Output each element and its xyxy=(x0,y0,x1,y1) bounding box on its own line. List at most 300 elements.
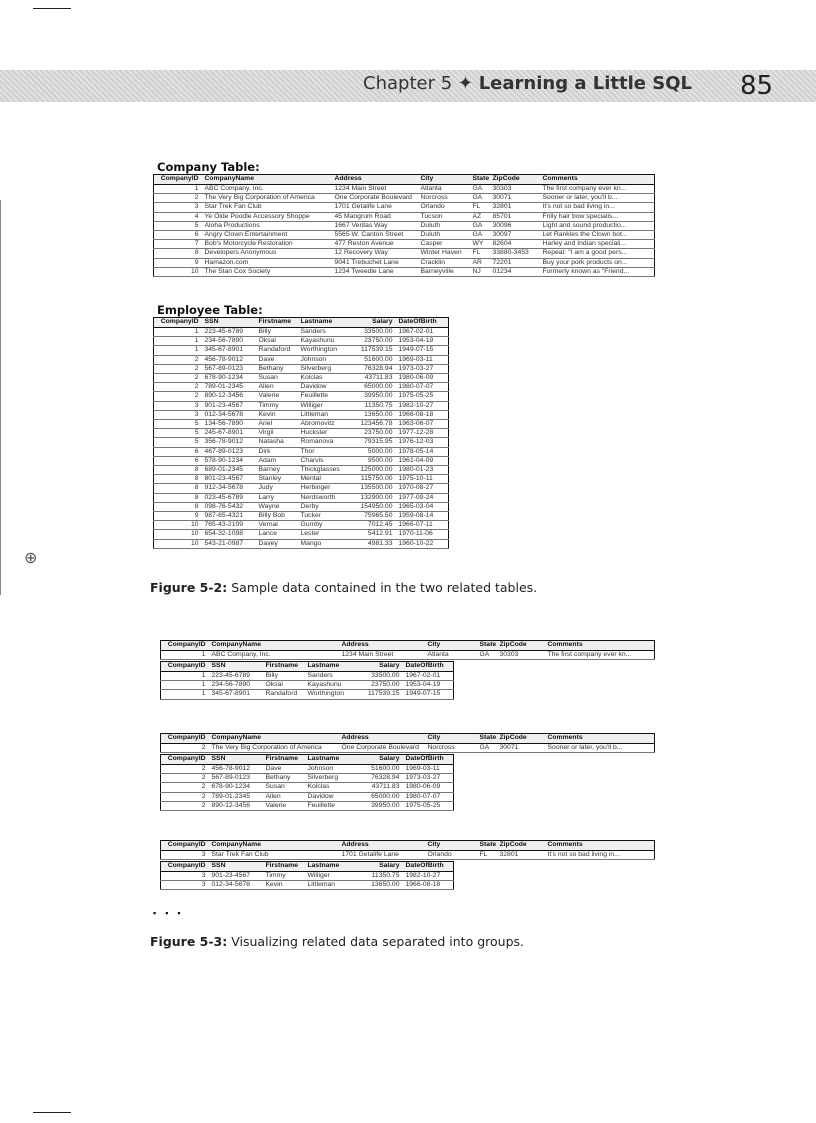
table-cell: 901-23-4567 xyxy=(202,401,256,410)
table-cell: 3 xyxy=(161,872,209,881)
table-cell: Silverberg xyxy=(298,364,354,373)
column-header: DateOfBirth xyxy=(396,318,449,328)
table-cell: Dave xyxy=(263,765,305,774)
table-row xyxy=(161,744,655,753)
table-row xyxy=(154,231,655,240)
table-cell: 30097 xyxy=(490,231,540,240)
table-cell: GA xyxy=(477,651,497,660)
table-row xyxy=(154,383,449,392)
table-cell: 4 xyxy=(154,212,202,221)
table-cell: GA xyxy=(470,231,490,240)
table-cell: ABC Company, Inc. xyxy=(209,651,339,660)
table-cell: 477 Reston Avenue xyxy=(332,240,418,249)
table-cell: Dave xyxy=(256,355,298,364)
column-header: City xyxy=(425,841,477,851)
table-row xyxy=(154,512,449,521)
table-cell: 1701 Getalife Lane xyxy=(332,203,418,212)
figure-text: Visualizing related data separated into groups. xyxy=(227,934,524,949)
table-cell: 1980-06-09 xyxy=(403,783,454,792)
table-cell: Charvis xyxy=(298,456,354,465)
table-row xyxy=(161,690,454,699)
table-cell: 13650.00 xyxy=(361,881,403,890)
table-cell: 1234 Main Street xyxy=(332,185,418,194)
column-header: Lastname xyxy=(305,755,361,765)
table-cell: 23750.00 xyxy=(354,429,396,438)
table-cell: Randaford xyxy=(256,346,298,355)
column-header: SSN xyxy=(209,662,263,672)
column-header: CompanyID xyxy=(154,175,202,185)
column-header: Firstname xyxy=(263,662,305,672)
table-cell: Virgil xyxy=(256,429,298,438)
table-cell: Atlanta xyxy=(425,651,477,660)
table-cell: 1980-06-09 xyxy=(396,374,449,383)
table-row xyxy=(154,328,449,337)
table-cell: Buy your pork products on... xyxy=(540,258,655,267)
table-cell: Aloha Productions xyxy=(202,221,332,230)
table-row xyxy=(154,364,449,373)
table-cell: Huckster xyxy=(298,429,354,438)
column-header: ZipCode xyxy=(490,175,540,185)
table-cell: 2 xyxy=(161,774,209,783)
table-cell: 1969-03-11 xyxy=(396,355,449,364)
table-cell: Adam xyxy=(256,456,298,465)
table-cell: 345-67-8901 xyxy=(209,690,263,699)
table-cell: 5 xyxy=(154,438,202,447)
column-header: ZipCode xyxy=(497,841,545,851)
column-header: CompanyID xyxy=(161,662,209,672)
table-cell: Stanley xyxy=(256,475,298,484)
figure-label: Figure 5-3: xyxy=(150,934,228,949)
table-row xyxy=(154,502,449,511)
column-header: State xyxy=(477,641,497,651)
table-cell: NJ xyxy=(470,267,490,276)
table-cell: Light and sound productio... xyxy=(540,221,655,230)
table-cell: 75965.50 xyxy=(354,512,396,521)
table-cell: 33500.00 xyxy=(361,672,403,681)
table-row xyxy=(161,872,454,881)
table-cell: FL xyxy=(470,203,490,212)
table-cell: 8 xyxy=(154,502,202,511)
table-cell: 1970-08-27 xyxy=(396,484,449,493)
figure-label: Figure 5-2: xyxy=(150,580,228,595)
page-number: 85 xyxy=(740,71,774,101)
table-cell: 5 xyxy=(154,429,202,438)
table-cell: 123456.78 xyxy=(354,420,396,429)
table-cell: Kolclas xyxy=(298,374,354,383)
table-row xyxy=(154,530,449,539)
table-cell: Star Trek Fan Club xyxy=(202,203,332,212)
table-cell: Tucker xyxy=(298,512,354,521)
table-cell: The Very Big Corporation of America xyxy=(209,744,339,753)
table-cell: Billy xyxy=(256,328,298,337)
table-cell: 023-45-6789 xyxy=(202,493,256,502)
column-header: CompanyName xyxy=(209,641,339,651)
table-cell: Sanders xyxy=(298,328,354,337)
table-cell: 012-34-5678 xyxy=(209,881,263,890)
column-header: State xyxy=(477,734,497,744)
table-cell: 43711.83 xyxy=(354,374,396,383)
table-cell: 33500.00 xyxy=(354,328,396,337)
table-cell: 1959-08-14 xyxy=(396,512,449,521)
table-cell: Valerie xyxy=(263,801,305,810)
running-header xyxy=(363,73,692,94)
table-cell: Ariel xyxy=(256,420,298,429)
table-cell: 1975-05-25 xyxy=(403,801,454,810)
table-cell: 30303 xyxy=(497,651,545,660)
table-row xyxy=(154,438,449,447)
table-cell: Casper xyxy=(418,240,470,249)
table-row xyxy=(154,456,449,465)
employee-table-title: Employee Table: xyxy=(157,303,263,317)
table-cell: Harley and Indian speciali... xyxy=(540,240,655,249)
table-cell: 9 xyxy=(154,258,202,267)
table-cell: Worthington xyxy=(298,346,354,355)
column-header: City xyxy=(418,175,470,185)
table-cell: 30071 xyxy=(497,744,545,753)
table-cell: 76328.94 xyxy=(354,364,396,373)
table-row xyxy=(161,672,454,681)
table-cell: 2 xyxy=(154,355,202,364)
table-cell: 789-01-2345 xyxy=(202,383,256,392)
table-cell: 1963-06-07 xyxy=(396,420,449,429)
table-row xyxy=(154,212,655,221)
table-cell: Allen xyxy=(256,383,298,392)
crop-mark-left-top xyxy=(0,200,1,595)
table-cell: Abromovitz xyxy=(298,420,354,429)
table-row xyxy=(161,881,454,890)
column-header: Firstname xyxy=(263,755,305,765)
table-cell: Bethany xyxy=(256,364,298,373)
table-cell: 76328.94 xyxy=(361,774,403,783)
table-cell: 12 Recovery Way xyxy=(332,249,418,258)
table-cell: 5000.00 xyxy=(354,447,396,456)
table-cell: It's not so bad living in... xyxy=(545,851,655,860)
column-header: DateOfBirth xyxy=(403,755,454,765)
table-cell: 2 xyxy=(161,744,209,753)
table-cell: 5 xyxy=(154,420,202,429)
column-header: CompanyName xyxy=(202,175,332,185)
table-row xyxy=(161,851,655,860)
table-row xyxy=(154,475,449,484)
employee-table xyxy=(153,317,449,549)
table-cell: 39950.00 xyxy=(361,801,403,810)
column-header: Address xyxy=(339,841,425,851)
table-cell: Hamazon.com xyxy=(202,258,332,267)
table-cell: 1970-11-06 xyxy=(396,530,449,539)
table-row xyxy=(161,651,655,660)
table-cell: Derby xyxy=(298,502,354,511)
table-cell: 45 Mangrum Road xyxy=(332,212,418,221)
table-cell: 789-01-2345 xyxy=(209,792,263,801)
table-cell: 1966-08-18 xyxy=(396,410,449,419)
table-cell: 1 xyxy=(154,337,202,346)
column-header: SSN xyxy=(209,755,263,765)
table-cell: Orlando xyxy=(425,851,477,860)
table-cell: Cracklin xyxy=(418,258,470,267)
table-cell: Norcross xyxy=(425,744,477,753)
table-cell: Littleman xyxy=(305,881,361,890)
table-cell: 4981.33 xyxy=(354,539,396,548)
table-cell: 1 xyxy=(154,185,202,194)
table-cell: 1980-07-07 xyxy=(396,383,449,392)
column-header: State xyxy=(477,841,497,851)
table-cell: 51600.00 xyxy=(354,355,396,364)
table-cell: 115750.00 xyxy=(354,475,396,484)
table-row xyxy=(154,420,449,429)
table-cell: 117539.15 xyxy=(361,690,403,699)
table-cell: 5565 W. Canton Street xyxy=(332,231,418,240)
table-cell: 1975-05-25 xyxy=(396,392,449,401)
table-cell: 8 xyxy=(154,484,202,493)
column-header: Salary xyxy=(354,318,396,328)
table-cell: Thor xyxy=(298,447,354,456)
table-cell: 987-65-4321 xyxy=(202,512,256,521)
table-cell: Davidow xyxy=(305,792,361,801)
table-cell: Herbinger xyxy=(298,484,354,493)
table-cell: 23750.00 xyxy=(361,681,403,690)
table-cell: 10 xyxy=(154,267,202,276)
table-cell: 43711.83 xyxy=(361,783,403,792)
group-employee-table xyxy=(160,861,454,890)
table-cell: 098-76-5432 xyxy=(202,502,256,511)
table-cell: Davey xyxy=(256,539,298,548)
table-cell: FL xyxy=(477,851,497,860)
table-row xyxy=(154,447,449,456)
table-row xyxy=(154,539,449,548)
table-cell: 135500.00 xyxy=(354,484,396,493)
table-cell: 1980-01-23 xyxy=(396,466,449,475)
figure-5-3-caption xyxy=(150,934,524,949)
table-row xyxy=(154,392,449,401)
table-cell: Timmy xyxy=(256,401,298,410)
table-cell: 6 xyxy=(154,447,202,456)
table-cell: 39950.00 xyxy=(354,392,396,401)
registration-mark: ⊕ xyxy=(24,550,38,567)
table-cell: 2 xyxy=(161,792,209,801)
table-cell: 134-56-7890 xyxy=(202,420,256,429)
table-cell: ABC Company, Inc. xyxy=(202,185,332,194)
table-cell: 32801 xyxy=(490,203,540,212)
employee-table-header xyxy=(154,318,449,328)
column-header: ZipCode xyxy=(497,641,545,651)
column-header: SSN xyxy=(202,318,256,328)
table-cell: Kolclas xyxy=(305,783,361,792)
table-cell: Sanders xyxy=(305,672,361,681)
table-cell: 2 xyxy=(161,801,209,810)
table-cell: Duluth xyxy=(418,231,470,240)
figure-text: Sample data contained in the two related tables. xyxy=(227,580,538,595)
table-cell: 7012.45 xyxy=(354,521,396,530)
table-cell: WY xyxy=(470,240,490,249)
table-cell: 1953-04-19 xyxy=(396,337,449,346)
table-cell: Timmy xyxy=(263,872,305,881)
crop-mark-bottom xyxy=(33,1112,71,1113)
column-header: Lastname xyxy=(305,662,361,672)
table-cell: Gumby xyxy=(298,521,354,530)
table-row xyxy=(161,765,454,774)
table-cell: 1980-07-07 xyxy=(403,792,454,801)
company-table xyxy=(153,174,655,277)
table-row xyxy=(161,792,454,801)
table-cell: 01234 xyxy=(490,267,540,276)
column-header: Firstname xyxy=(263,862,305,872)
table-cell: 1977-09-24 xyxy=(396,493,449,502)
table-cell: 72201 xyxy=(490,258,540,267)
table-cell: Mango xyxy=(298,539,354,548)
table-cell: Frilly hair bow specialis... xyxy=(540,212,655,221)
table-cell: Kayashunu xyxy=(305,681,361,690)
table-cell: Johnson xyxy=(298,355,354,364)
table-cell: 1949-07-15 xyxy=(403,690,454,699)
table-cell: 1982-10-27 xyxy=(396,401,449,410)
table-cell: 132900.00 xyxy=(354,493,396,502)
table-cell: Developers Anonymous xyxy=(202,249,332,258)
column-header: Salary xyxy=(361,662,403,672)
figure-5-2-caption xyxy=(150,580,537,595)
table-cell: 890-12-3456 xyxy=(209,801,263,810)
table-cell: Barneyville xyxy=(418,267,470,276)
table-cell: Kayashunu xyxy=(298,337,354,346)
table-cell: AR xyxy=(470,258,490,267)
column-header: CompanyID xyxy=(161,734,209,744)
section-end-ornament: ▪▪▪ xyxy=(153,908,190,918)
table-cell: Formerly known as "Friend... xyxy=(540,267,655,276)
table-cell: 234-56-7890 xyxy=(209,681,263,690)
table-cell: 1 xyxy=(161,672,209,681)
column-header: DateOfBirth xyxy=(403,662,454,672)
table-row xyxy=(161,774,454,783)
table-cell: 11350.75 xyxy=(354,401,396,410)
group-employee-table xyxy=(160,754,454,811)
table-cell: 2 xyxy=(154,194,202,203)
table-cell: Angry Clown Entertainment xyxy=(202,231,332,240)
table-cell: GA xyxy=(470,194,490,203)
column-header: SSN xyxy=(209,862,263,872)
table-cell: GA xyxy=(477,744,497,753)
table-cell: Worthington xyxy=(305,690,361,699)
column-header: Comments xyxy=(545,641,655,651)
table-cell: 890-12-3456 xyxy=(202,392,256,401)
table-cell: Littleman xyxy=(298,410,354,419)
table-cell: Kevin xyxy=(263,881,305,890)
table-cell: 456-78-9012 xyxy=(209,765,263,774)
table-cell: 1966-07-11 xyxy=(396,521,449,530)
column-header: Salary xyxy=(361,862,403,872)
table-row xyxy=(154,521,449,530)
table-cell: Repeat: "I am a good pers... xyxy=(540,249,655,258)
table-cell: 912-34-5678 xyxy=(202,484,256,493)
table-cell: 3 xyxy=(154,401,202,410)
table-cell: 8 xyxy=(154,493,202,502)
table-row xyxy=(154,194,655,203)
table-row xyxy=(154,221,655,230)
table-cell: Susan xyxy=(256,374,298,383)
table-cell: One Corporate Boulevard xyxy=(332,194,418,203)
table-cell: 467-89-0123 xyxy=(202,447,256,456)
table-cell: 1969-03-11 xyxy=(403,765,454,774)
table-cell: Oksal xyxy=(263,681,305,690)
table-cell: Silverberg xyxy=(305,774,361,783)
table-row xyxy=(154,258,655,267)
table-cell: Randaford xyxy=(263,690,305,699)
column-header: CompanyName xyxy=(209,734,339,744)
table-cell: 5 xyxy=(154,221,202,230)
table-cell: Allen xyxy=(263,792,305,801)
table-cell: Romanova xyxy=(298,438,354,447)
table-cell: 9 xyxy=(154,512,202,521)
table-cell: 2 xyxy=(161,765,209,774)
table-cell: 1977-12-28 xyxy=(396,429,449,438)
column-header: Comments xyxy=(545,841,655,851)
table-cell: 117539.15 xyxy=(354,346,396,355)
column-header: CompanyName xyxy=(209,841,339,851)
table-row xyxy=(154,374,449,383)
table-row xyxy=(161,783,454,792)
table-cell: 356-78-9012 xyxy=(202,438,256,447)
table-cell: Norcross xyxy=(418,194,470,203)
column-header: CompanyID xyxy=(161,862,209,872)
table-cell: 125000.00 xyxy=(354,466,396,475)
table-cell: 689-01-2345 xyxy=(202,466,256,475)
table-cell: 33880-3453 xyxy=(490,249,540,258)
chapter-prefix: Chapter 5 ✦ xyxy=(363,73,479,94)
table-cell: 10 xyxy=(154,539,202,548)
table-cell: Feuillette xyxy=(305,801,361,810)
table-cell: 8 xyxy=(154,466,202,475)
table-cell: Thickglasses xyxy=(298,466,354,475)
table-row xyxy=(161,681,454,690)
table-row xyxy=(154,337,449,346)
table-cell: Mental xyxy=(298,475,354,484)
table-cell: 678-90-1234 xyxy=(202,374,256,383)
table-cell: 1965-03-04 xyxy=(396,502,449,511)
table-cell: 6 xyxy=(154,231,202,240)
table-cell: Judy xyxy=(256,484,298,493)
table-cell: 1953-04-19 xyxy=(403,681,454,690)
group-company-table xyxy=(160,840,655,860)
table-cell: Sooner or later, you'll b... xyxy=(545,744,655,753)
table-row xyxy=(154,240,655,249)
table-cell: 1 xyxy=(161,681,209,690)
table-cell: GA xyxy=(470,221,490,230)
table-cell: 1978-05-14 xyxy=(396,447,449,456)
table-cell: Ye Olde Poodle Accessory Shoppe xyxy=(202,212,332,221)
table-cell: 1701 Getalife Lane xyxy=(339,851,425,860)
column-header: CompanyID xyxy=(161,641,209,651)
table-cell: Let Rankles the Clown bot... xyxy=(540,231,655,240)
table-cell: 1966-08-18 xyxy=(403,881,454,890)
table-cell: 9500.00 xyxy=(354,456,396,465)
table-cell: FL xyxy=(470,249,490,258)
table-cell: 2 xyxy=(154,383,202,392)
table-row xyxy=(154,249,655,258)
table-cell: 223-45-6789 xyxy=(202,328,256,337)
employee-table-body xyxy=(154,328,449,549)
table-cell: Star Trek Fan Club xyxy=(209,851,339,860)
table-cell: 1973-03-27 xyxy=(396,364,449,373)
table-cell: Wayne xyxy=(256,502,298,511)
table-cell: 1234 Main Street xyxy=(339,651,425,660)
table-cell: 82604 xyxy=(490,240,540,249)
chapter-title: Learning a Little SQL xyxy=(478,73,692,94)
company-table-header xyxy=(154,175,655,185)
table-cell: 65000.00 xyxy=(361,792,403,801)
table-cell: 654-32-1098 xyxy=(202,530,256,539)
table-cell: 1949-07-15 xyxy=(396,346,449,355)
table-cell: Davidow xyxy=(298,383,354,392)
table-cell: Nerdsworth xyxy=(298,493,354,502)
table-cell: Atlanta xyxy=(418,185,470,194)
